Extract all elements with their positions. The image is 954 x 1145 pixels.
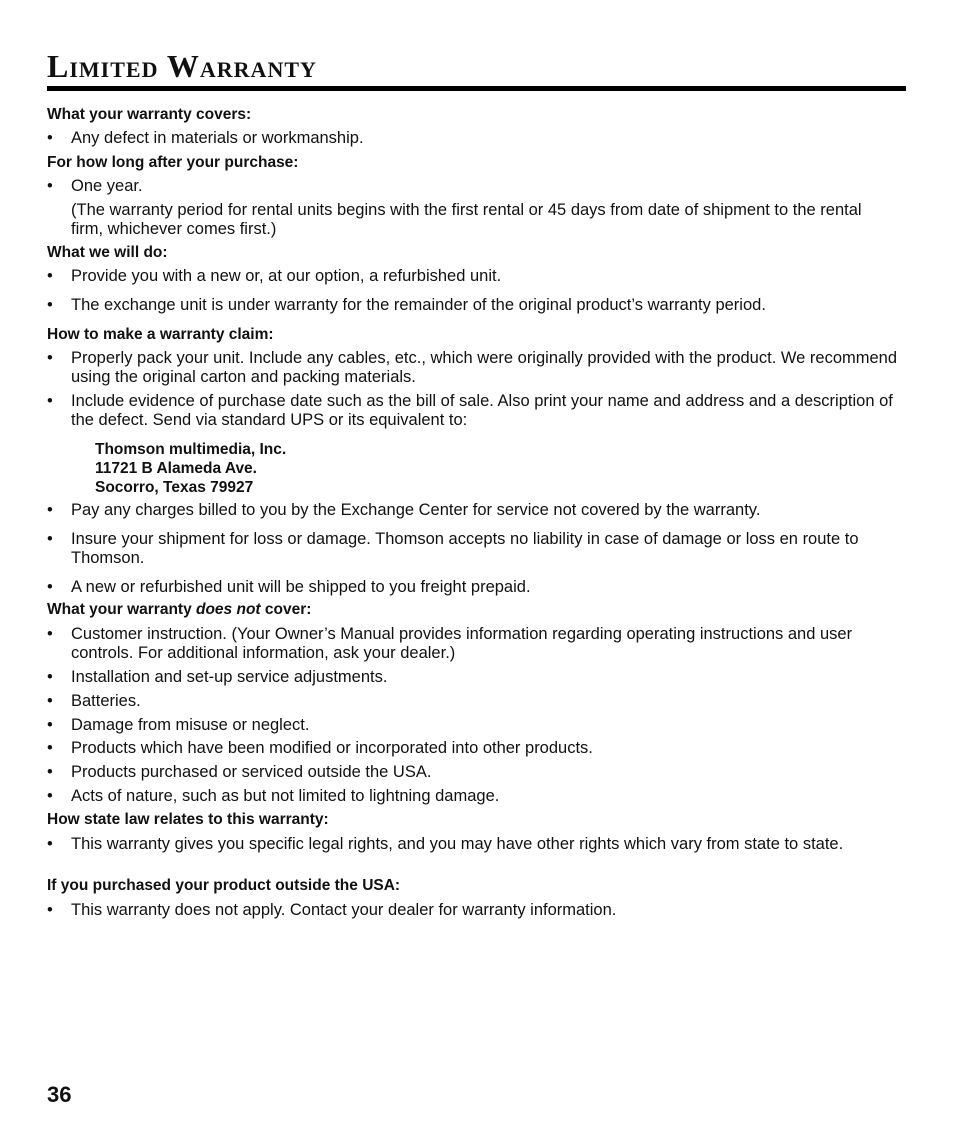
bullet-icon: • <box>47 739 53 757</box>
page-title: Limited Warranty <box>47 46 906 91</box>
bullet-icon: • <box>47 530 53 548</box>
list-item: • One year. <box>47 177 143 195</box>
covers-heading: What your warranty covers: <box>47 106 252 123</box>
bullet-icon: • <box>47 625 53 643</box>
bullet-icon: • <box>47 901 53 919</box>
list-item: • Insure your shipment for loss or damage. Thomson accepts no liability in case of damage or loss en route to Thomson. <box>47 530 859 567</box>
list-item: • The exchange unit is under warranty for the remainder of the original product’s warranty period. <box>47 296 766 314</box>
list-item: • This warranty gives you specific legal rights, and you may have other rights which vary from state to state. <box>47 835 844 853</box>
exclusions-heading: What your warranty does not cover: <box>47 601 312 618</box>
bullet-icon: • <box>47 668 53 686</box>
bullet-icon: • <box>47 501 53 519</box>
address-company: Thomson multimedia, Inc. <box>95 441 287 458</box>
address-block <box>95 440 286 497</box>
emphasis: does not <box>196 601 261 618</box>
list-item: • Provide you with a new or, at our option, a refurbished unit. <box>47 267 502 285</box>
list-item: • Products purchased or serviced outside the USA. <box>47 763 432 781</box>
address-city: Socorro, Texas 79927 <box>95 479 254 496</box>
bullet-icon: • <box>47 392 53 410</box>
bullet-icon: • <box>47 129 53 147</box>
bullet-icon: • <box>47 578 53 596</box>
list-item: • Include evidence of purchase date such as the bill of sale. Also print your name and address and a description of the defect. Send via standard UPS or its equivalent to: <box>47 392 893 429</box>
page-number: 36 <box>47 1082 72 1107</box>
outside-usa-heading: If you purchased your product outside the USA: <box>47 877 401 894</box>
bullet-icon: • <box>47 692 53 710</box>
list-item: • Damage from misuse or neglect. <box>47 716 310 734</box>
list-item: • Customer instruction. (Your Owner’s Manual provides information regarding operating instructions and user controls. For additional information, ask your dealer.) <box>47 625 853 662</box>
list-item: • A new or refurbished unit will be shipped to you freight prepaid. <box>47 578 531 596</box>
what-we-do-heading: What we will do: <box>47 244 168 261</box>
list-item: • Installation and set-up service adjustments. <box>47 668 388 686</box>
list-item: • Products which have been modified or incorporated into other products. <box>47 739 593 757</box>
bullet-icon: • <box>47 835 53 853</box>
list-item: • Batteries. <box>47 692 141 710</box>
bullet-icon: • <box>47 177 53 195</box>
bullet-icon: • <box>47 763 53 781</box>
address-street: 11721 B Alameda Ave. <box>95 460 257 477</box>
duration-heading: For how long after your purchase: <box>47 154 299 171</box>
list-item: • Properly pack your unit. Include any cables, etc., which were originally provided with the product. We recommend using the original carton and packing materials. <box>47 349 898 386</box>
bullet-icon: • <box>47 349 53 367</box>
rental-note: (The warranty period for rental units begins with the first rental or 45 days from date of shipment to the rental firm, whichever comes first.) <box>71 201 862 238</box>
bullet-icon: • <box>47 787 53 805</box>
bullet-icon: • <box>47 267 53 285</box>
list-item: • Any defect in materials or workmanship. <box>47 129 364 147</box>
list-item: • Acts of nature, such as but not limited to lightning damage. <box>47 787 500 805</box>
claim-heading: How to make a warranty claim: <box>47 326 274 343</box>
bullet-icon: • <box>47 296 53 314</box>
state-law-heading: How state law relates to this warranty: <box>47 811 329 828</box>
bullet-icon: • <box>47 716 53 734</box>
list-item: • This warranty does not apply. Contact your dealer for warranty information. <box>47 901 617 919</box>
list-item: • Pay any charges billed to you by the Exchange Center for service not covered by the warranty. <box>47 501 761 519</box>
